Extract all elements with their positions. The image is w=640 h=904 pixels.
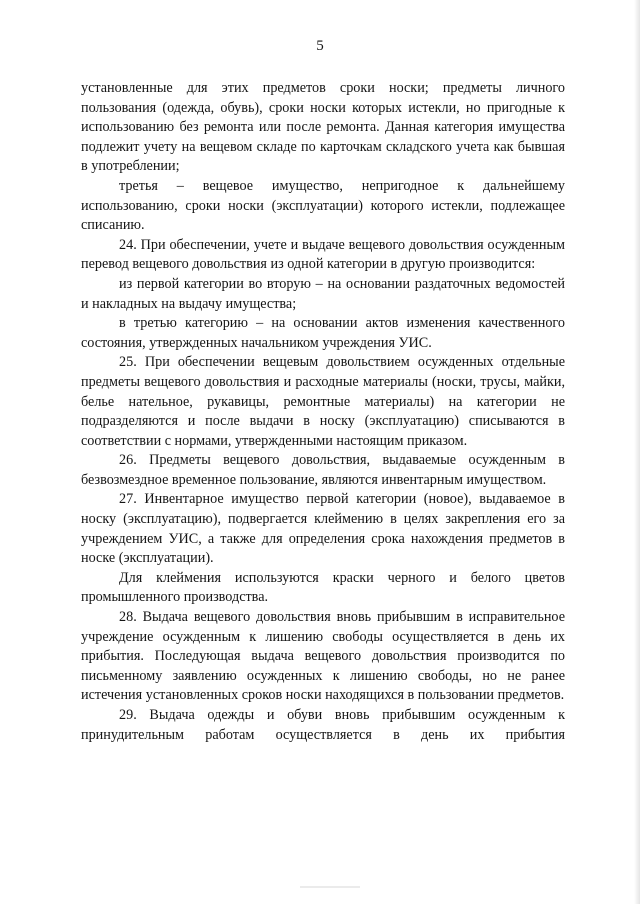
page-number: 5 <box>316 38 324 54</box>
scan-edge-shadow <box>634 0 640 904</box>
document-body <box>81 79 565 745</box>
paragraph-to-third: в третью категорию – на основании актов изменения качественного состояния, утвержденных начальником учреждения УИС. <box>81 315 565 351</box>
paragraph-item-29: 29. Выдача одежды и обуви вновь прибывшим осужденным к принудительным работам осуществляется в день их прибытия <box>81 707 565 743</box>
paragraph-category-three: третья – вещевое имущество, непригодное к дальнейшему использованию, сроки носки (эксплуатации) которого истекли, подлежащее списанию. <box>81 177 565 234</box>
scan-artifact <box>300 886 360 888</box>
paragraph-item-26: 26. Предметы вещевого довольствия, выдаваемые осужденным в безвозмездное временное пользование, являются инвентарным имуществом. <box>81 452 565 488</box>
paragraph-first-to-second: из первой категории во вторую – на основании раздаточных ведомостей и накладных на выдачу имущества; <box>81 275 565 312</box>
paragraph-item-28: 28. Выдача вещевого довольствия вновь прибывшим в исправительное учреждение осужденным к лишению свободы осуществляется в день их прибытия. Последующая выдача вещевого довольствия производится по письменному заявлению осужденных к лишению свободы, но не ранее истечения установленных сроков носки находящихся в пользовании предметов. <box>81 609 565 704</box>
paragraph-item-27: 27. Инвентарное имущество первой категории (новое), выдаваемое в носку (эксплуатацию), подвергается клеймению в целях закрепления его за учреждением УИС, а также для определения срока нахождения предметов в носке (эксплуатации). <box>81 491 565 567</box>
paragraph-item-25: 25. При обеспечении вещевым довольствием осужденных отдельные предметы вещевого довольствия и расходные материалы (носки, трусы, майки, белье нательное, рукавицы, ремонтные материалы) на категории не подразделяются и после выдачи в носку (эксплуатацию) списываются в соответствии с нормами, утвержденными настоящим приказом. <box>81 354 565 449</box>
paragraph-marking-paints: Для клеймения используются краски черного и белого цветов промышленного производства. <box>81 569 565 606</box>
paragraph-category-two-continued: установленные для этих предметов сроки носки; предметы личного пользования (одежда, обувь), сроки носки которых истекли, но пригодные к использованию без ремонта или после ремонта. Данная категория имущества подлежит учету на вещевом складе по карточкам складского учета как бывшая в употреблении; <box>81 80 565 175</box>
paragraph-item-24: 24. При обеспечении, учете и выдаче вещевого довольствия осужденным перевод вещевого довольствия из одной категории в другую производится: <box>81 236 565 273</box>
